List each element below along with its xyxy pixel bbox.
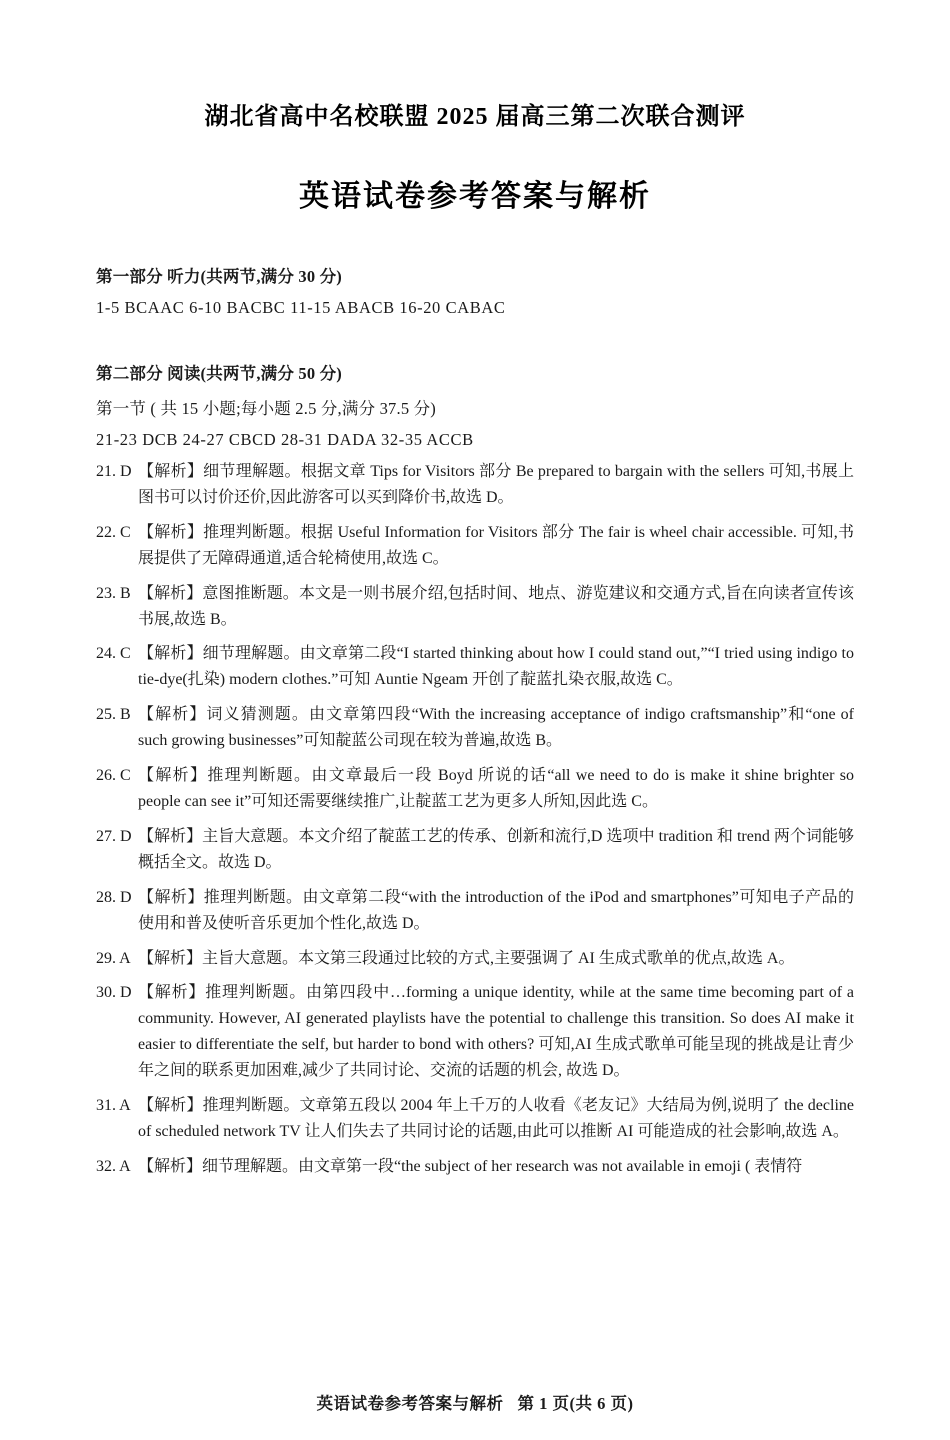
explanation-text: 【解析】推理判断题。文章第五段以 2004 年上千万的人收看《老友记》大结局为例,说明了 the decline of scheduled network TV 让人们失去了共同讨论的话题,由此可以推断 AI 可能造成的社会影响,故选 A。 xyxy=(138,1097,854,1140)
document-subtitle: 英语试卷参考答案与解析 xyxy=(299,180,651,213)
explanation-text: 【解析】细节理解题。根据文章 Tips for Visitors 部分 Be prepared to bargain with the sellers 可知,书展上图书可以讨价还价,因此游客可以买到降价书,故选 D。 xyxy=(138,463,854,506)
explanation-text: 【解析】主旨大意题。本文介绍了靛蓝工艺的传承、创新和流行,D 选项中 tradition 和 trend 两个词能够概括全文。故选 D。 xyxy=(138,827,854,871)
footer-page-number: 第 1 页(共 6 页) xyxy=(517,1394,634,1413)
explanation-number: 32. A xyxy=(96,1157,131,1175)
explanation-text: 【解析】主旨大意题。本文第三段通过比较的方式,主要强调了 AI 生成式歌单的优点,故选 A。 xyxy=(138,949,795,967)
explanation-item xyxy=(96,946,854,972)
footer-title: 英语试卷参考答案与解析 xyxy=(316,1394,504,1413)
explanation-number: 23. B xyxy=(96,584,131,602)
part-two-answers: 21-23 DCB 24-27 CBCD 28-31 DADA 32-35 ACCB xyxy=(96,430,474,449)
part-one-answers: 1-5 BCAAC 6-10 BACBC 11-15 ABACB 16-20 CABAC xyxy=(96,298,506,317)
explanation-item xyxy=(96,520,854,572)
explanation-item xyxy=(96,641,854,693)
explanation-text: 【解析】词义猜测题。由文章第四段“With the increasing acceptance of indigo craftsmanship”和“one of such growing businesses”可知靛蓝公司现在较为普遍,故选 B。 xyxy=(138,706,854,750)
document-title: 湖北省高中名校联盟 2025 届高三第二次联合测评 xyxy=(204,104,746,130)
explanation-number: 25. B xyxy=(96,706,131,724)
explanation-text: 【解析】推理判断题。由文章最后一段 Boyd 所说的话“all we need to do is make it shine brighter so people can see it”可知还需要继续推广,让靛蓝工艺为更多人所知,因此选 C。 xyxy=(138,767,854,810)
part-two-subheading: 第一节 ( 共 15 小题;每小题 2.5 分,满分 37.5 分) xyxy=(96,399,436,418)
explanation-number: 22. C xyxy=(96,523,131,541)
explanation-item xyxy=(96,763,854,815)
explanation-text: 【解析】推理判断题。由文章第二段“with the introduction of the iPod and smartphones”可知电子产品的使用和普及使听音乐更加个性化,故选 D。 xyxy=(138,888,854,932)
explanation-number: 31. A xyxy=(96,1097,131,1115)
explanation-item xyxy=(96,459,854,511)
explanation-number: 28. D xyxy=(96,888,132,906)
explanation-item xyxy=(96,1093,854,1145)
explanation-text: 【解析】推理判断题。由第四段中…forming a unique identity, while at the same time becoming part of a community. However, AI generated playlists have the potential to challenge this transition. So does AI make it easier to differentiate the self, but harder to bond with others? 可知,AI 生成式歌单可能呈现的挑战是让青少年之间的联系更加困难,减少了共同讨论、交流的话题的机会, 故选 D。 xyxy=(138,984,854,1080)
explanation-item xyxy=(96,702,854,754)
explanation-item xyxy=(96,824,854,876)
explanation-text: 【解析】细节理解题。由文章第二段“I started thinking about how I could stand out,”“I tried using indigo to tie-dye(扎染) modern clothes.”可知 Auntie Ngeam 开创了靛蓝扎染衣服,故选 C。 xyxy=(138,645,854,689)
part-two-heading: 第二部分 阅读(共两节,满分 50 分) xyxy=(96,364,342,383)
explanation-number: 26. C xyxy=(96,767,131,785)
explanation-number: 27. D xyxy=(96,827,132,845)
part-one-heading: 第一部分 听力(共两节,满分 30 分) xyxy=(96,267,342,286)
explanation-text: 【解析】意图推断题。本文是一则书展介绍,包括时间、地点、游览建议和交通方式,旨在向读者宣传该书展,故选 B。 xyxy=(138,584,854,628)
explanation-text: 【解析】推理判断题。根据 Useful Information for Visitors 部分 The fair is wheel chair accessible. 可知,书展提供了无障碍通道,适合轮椅使用,故选 C。 xyxy=(138,523,854,567)
answer-sheet-page xyxy=(0,96,950,1440)
explanation-text: 【解析】细节理解题。由文章第一段“the subject of her research was not available in emoji ( 表情符 xyxy=(138,1157,803,1175)
explanation-number: 30. D xyxy=(96,984,132,1002)
explanation-item xyxy=(96,581,854,633)
explanation-item xyxy=(96,1154,854,1180)
explanation-number: 29. A xyxy=(96,949,131,967)
explanation-list xyxy=(96,459,854,1180)
explanation-item xyxy=(96,885,854,937)
explanation-item xyxy=(96,980,854,1084)
page-footer xyxy=(0,1390,950,1414)
explanation-number: 21. D xyxy=(96,463,132,480)
explanation-number: 24. C xyxy=(96,645,131,663)
